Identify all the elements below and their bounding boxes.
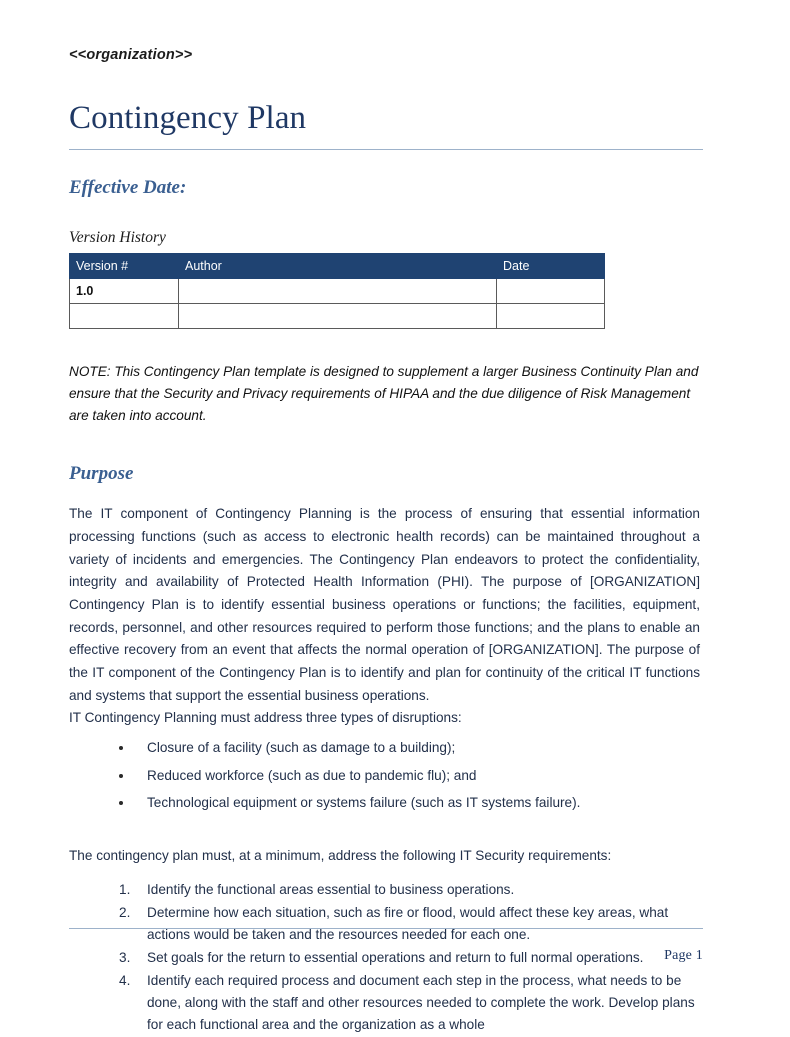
column-header-version: Version # — [70, 254, 179, 279]
document-content — [69, 0, 703, 1037]
effective-date-heading: Effective Date: — [69, 176, 187, 198]
note-paragraph: NOTE: This Contingency Plan template is designed to supplement a larger Business Continuity Plan and ensure that the Security and Privacy requirements of HIPAA and the due diligence of Risk Management are taken into account. — [69, 364, 699, 424]
cell-date-2[interactable] — [497, 304, 605, 329]
list-item: Determine how each situation, such as fire or flood, would affect these key areas, what actions would be taken and the resources needed for each one. — [147, 905, 669, 943]
list-item: Technological equipment or systems failure (such as IT systems failure). — [116, 792, 703, 814]
list-item: Identify each required process and document each step in the process, what needs to be done, along with the staff and other resources needed to complete the work. Develop plans for each functional area and the organization as a whole — [147, 973, 695, 1033]
column-header-author: Author — [179, 254, 497, 279]
requirements-intro-paragraph: The contingency plan must, at a minimum, address the following IT Security requirements: — [69, 848, 612, 864]
purpose-paragraph — [69, 503, 700, 730]
footer-divider — [69, 928, 703, 929]
purpose-heading: Purpose — [69, 463, 134, 485]
disruptions-list — [69, 737, 703, 814]
version-history-table — [69, 253, 605, 329]
list-item: Identify the functional areas essential to business operations. — [147, 882, 515, 898]
cell-date-1[interactable] — [497, 279, 605, 304]
table-row — [70, 279, 605, 304]
title-divider — [69, 149, 703, 150]
cell-author-1[interactable] — [179, 279, 497, 304]
cell-version-2[interactable] — [70, 304, 179, 329]
cell-author-2[interactable] — [179, 304, 497, 329]
table-header-row — [70, 254, 605, 279]
cell-version-1[interactable]: 1.0 — [70, 279, 179, 304]
organization-placeholder: <<organization>> — [69, 47, 193, 63]
page-number: Page 1 — [664, 948, 703, 963]
purpose-paragraph-text: The IT component of Contingency Planning is the process of ensuring that essential information processing functions (such as access to electronic health records) can be maintained throughout a variety of incidents and emergencies. The Contingency Plan endeavors to protect the confidentiality, integrity and availability of Protected Health Information (PHI). The purpose of [ORGANIZATION] Contingency Plan is to identify essential business operations or functions; the facilities, equipment, records, personnel, and other resources required to perform those functions; and the plans to enable an effective recovery from an event that affects the normal operation of [ORGANIZATION]. The purpose of the IT component of the Contingency Plan is to identify and plan for continuity of the critical IT functions and systems that support the essential business operations. — [69, 506, 700, 703]
list-item: Closure of a facility (such as damage to a building); — [116, 737, 703, 759]
column-header-date: Date — [497, 254, 605, 279]
list-item: Reduced workforce (such as due to pandemic flu); and — [116, 765, 703, 787]
table-row — [70, 304, 605, 329]
list-item: Set goals for the return to essential operations and return to full normal operations. — [147, 950, 644, 966]
page-title: Contingency Plan — [69, 100, 307, 137]
version-history-label: Version History — [69, 228, 166, 246]
purpose-paragraph-closing-line: IT Contingency Planning must address three types of disruptions: — [69, 710, 462, 726]
page-footer — [69, 928, 703, 964]
